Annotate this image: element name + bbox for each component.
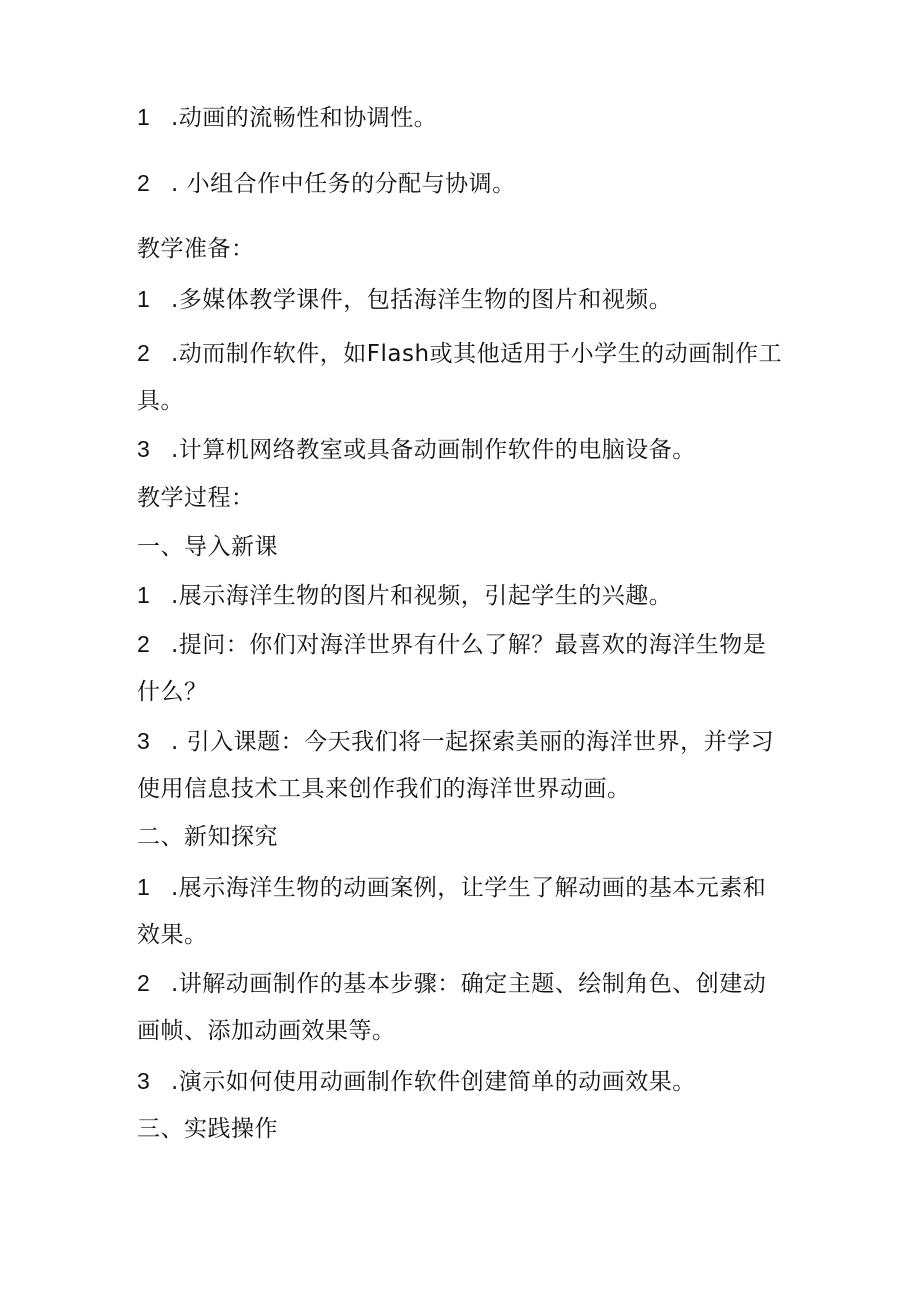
item-text: .展示海洋生物的动画案例，让学生了解动画的基本元素和 [171, 875, 767, 901]
item-number: 1 [137, 874, 151, 900]
heading-text: 三、实践操作 [137, 1116, 278, 1142]
item-number: 3 [137, 728, 151, 754]
list-item [137, 629, 797, 660]
item-number: 3 [137, 1068, 151, 1094]
item-number: 1 [137, 286, 151, 312]
item-text: 具。 [137, 388, 184, 414]
item-number: 2 [137, 631, 151, 657]
list-item [137, 1066, 797, 1097]
item-text: 画帧、添加动画效果等。 [137, 1018, 396, 1044]
item-text: .提问：你们对海洋世界有什么了解？最喜欢的海洋生物是 [171, 632, 767, 658]
list-item [137, 580, 797, 611]
item-text: .演示如何使用动画制作软件创建简单的动画效果。 [171, 1069, 696, 1095]
list-item [137, 168, 797, 199]
item-number: 1 [137, 582, 151, 608]
item-text: 效果。 [137, 922, 208, 948]
heading-text: 一、导入新课 [137, 534, 278, 560]
item-text: .计算机网络教室或具备动画制作软件的电脑设备。 [171, 437, 696, 463]
item-text: . 小组合作中任务的分配与协调。 [171, 171, 516, 197]
section-heading [137, 483, 797, 513]
item-number: 2 [137, 340, 151, 366]
list-item-continuation [137, 774, 797, 804]
item-number: 1 [137, 104, 151, 130]
list-item-continuation [137, 920, 797, 950]
section-heading [137, 532, 797, 562]
item-text: .展示海洋生物的图片和视频，引起学生的兴趣。 [171, 583, 673, 609]
heading-text: 教学准备： [137, 236, 255, 262]
heading-text: 二、新知探究 [137, 824, 278, 850]
list-item [137, 968, 797, 999]
section-heading [137, 822, 797, 852]
item-number: 3 [137, 436, 151, 462]
item-number: 2 [137, 970, 151, 996]
list-item-continuation [137, 1016, 797, 1046]
list-item [137, 338, 797, 369]
item-text: 使用信息技术工具来创作我们的海洋世界动画。 [137, 776, 631, 802]
list-item [137, 434, 797, 465]
item-text: . 引入课题：今天我们将一起探索美丽的海洋世界，并学习 [171, 729, 775, 755]
list-item [137, 284, 797, 315]
item-number: 2 [137, 170, 151, 196]
list-item [137, 726, 797, 757]
list-item-continuation [137, 386, 797, 416]
item-text: .多媒体教学课件，包括海洋生物的图片和视频。 [171, 287, 673, 313]
item-text: 什么？ [137, 679, 208, 705]
list-item [137, 872, 797, 903]
list-item-continuation [137, 677, 797, 707]
section-heading [137, 234, 797, 264]
item-text: .讲解动画制作的基本步骤：确定主题、绘制角色、创建动 [171, 971, 767, 997]
heading-text: 教学过程： [137, 485, 255, 511]
list-item [137, 102, 797, 133]
item-text: .动而制作软件，如Flash或其他适用于小学生的动画制作工 [171, 341, 783, 367]
section-heading [137, 1114, 797, 1144]
item-text: .动画的流畅性和协调性。 [171, 105, 438, 131]
